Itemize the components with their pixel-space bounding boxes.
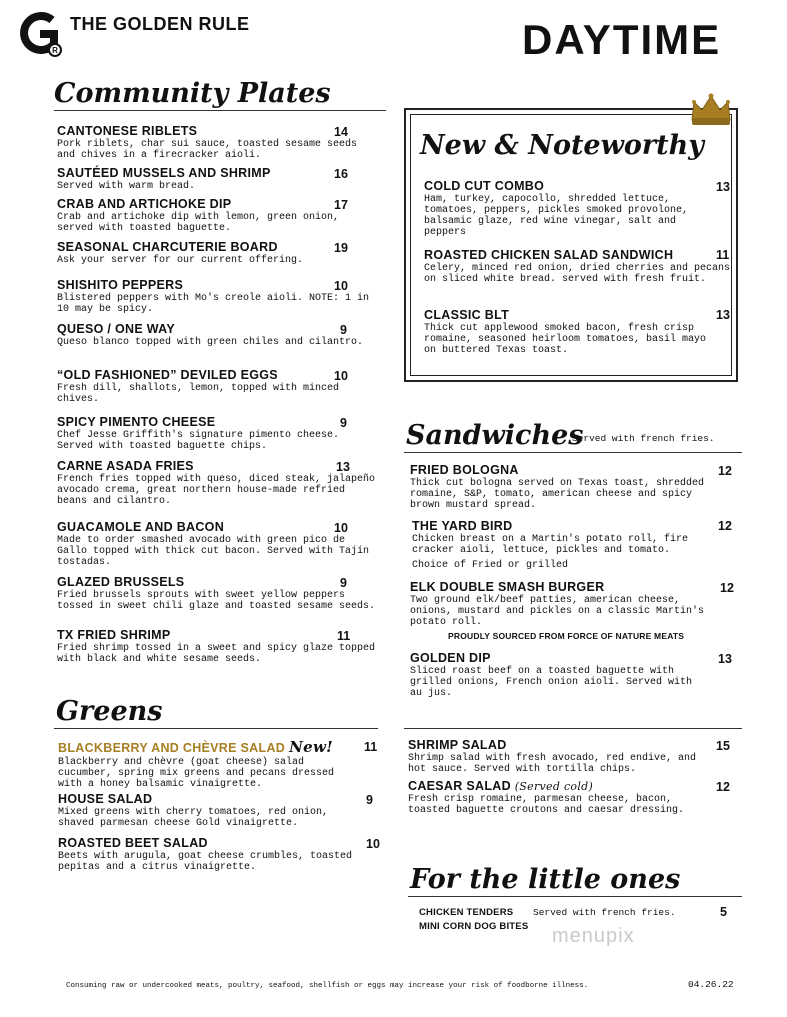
menu-item xyxy=(58,836,358,873)
item-price: 11 xyxy=(337,629,351,643)
item-description: Made to order smashed avocado with green pico de Gallo topped with thick cut bacon. Served with Tajín tostadas. xyxy=(57,535,370,568)
little-ones-title: For the little ones xyxy=(410,864,681,895)
item-name: GLAZED BRUSSELS xyxy=(57,575,185,589)
brand-name: THE GOLDEN RULE xyxy=(70,14,250,34)
item-description: Mixed greens with cherry tomatoes, red onion, shaved parmesan cheese Gold vinaigrette. xyxy=(58,807,329,829)
page-title: DAYTIME xyxy=(522,16,722,63)
menu-item xyxy=(410,651,710,699)
menu-item xyxy=(424,308,724,356)
item-description: Ask your server for our current offering. xyxy=(57,255,304,266)
item-name: GUACAMOLE AND BACON xyxy=(57,520,225,534)
item-name: CRAB AND ARTICHOKE DIP xyxy=(57,197,232,211)
item-price: 9 xyxy=(340,576,347,590)
svg-text:R: R xyxy=(52,46,58,55)
item-price: 15 xyxy=(716,739,730,753)
menu-item xyxy=(424,248,734,285)
new-tag: New! xyxy=(289,738,334,756)
menu-item xyxy=(424,179,714,238)
menu-item xyxy=(408,738,708,775)
item-description: Sliced roast beef on a toasted baguette with grilled onions, French onion aioli. Served with au jus. xyxy=(410,666,693,699)
item-name: TX FRIED SHRIMP xyxy=(57,628,171,642)
item-name: GOLDEN DIP xyxy=(410,651,491,665)
item-name: MINI CORN DOG BITES xyxy=(419,921,529,932)
g-logo-icon xyxy=(18,10,62,58)
item-description: Fried shrimp tossed in a sweet and spicy glaze topped with black and white sesame seeds. xyxy=(57,643,376,665)
menu-item xyxy=(57,166,377,192)
item-price: 9 xyxy=(340,416,347,430)
item-price: 16 xyxy=(334,167,348,181)
watermark: menupix xyxy=(552,925,635,947)
item-description: Blistered peppers with Mo's creole aioli. NOTE: 1 in 10 may be spicy. xyxy=(57,293,370,315)
item-price: 17 xyxy=(334,198,348,212)
item-price: 12 xyxy=(718,464,732,478)
menu-item xyxy=(57,322,377,348)
menu-item xyxy=(57,628,377,665)
item-name: CARNE ASADA FRIES xyxy=(57,459,194,473)
item-price: 13 xyxy=(718,652,732,666)
menu-item xyxy=(57,520,377,568)
item-name: SHISHITO PEPPERS xyxy=(57,278,184,292)
item-description: Crab and artichoke dip with lemon, green onion, served with toasted baguette. xyxy=(57,212,340,234)
item-description: Ham, turkey, capocollo, shredded lettuce, tomatoes, peppers, pickles smoked provolone, balsamic glaze, red wine vinegar, salt and peppers xyxy=(424,194,689,238)
item-extra: Choice of Fried or grilled xyxy=(412,560,569,571)
item-note: Served with french fries. xyxy=(533,907,676,918)
sourced-note: PROUDLY SOURCED FROM FORCE OF NATURE MEATS xyxy=(448,631,685,641)
item-price: 9 xyxy=(366,793,373,807)
item-price: 5 xyxy=(720,905,727,919)
menu-item xyxy=(57,240,377,266)
menu-item xyxy=(410,463,720,511)
item-price: 12 xyxy=(718,519,732,533)
item-name: HOUSE SALAD xyxy=(58,792,153,806)
menu-item xyxy=(410,580,728,641)
menu-item xyxy=(57,124,377,161)
menu-item xyxy=(57,197,377,234)
item-name: ELK DOUBLE SMASH BURGER xyxy=(410,580,605,594)
item-description: Served with warm bread. xyxy=(57,181,196,192)
item-description: Pork riblets, char sui sauce, toasted sesame seeds and chives in a firecracker aioli. xyxy=(57,139,358,161)
menu-item xyxy=(58,792,358,829)
item-description: Chef Jesse Griffith's signature pimento cheese. Served with toasted baguette chips. xyxy=(57,430,340,452)
item-name: ROASTED BEET SALAD xyxy=(58,836,208,850)
item-name: COLD CUT COMBO xyxy=(424,179,545,193)
item-name: “OLD FASHIONED” DEVILED EGGS xyxy=(57,368,278,382)
item-description: Chicken breast on a Martin's potato roll, fire cracker aioli, lettuce, pickles and tomato. xyxy=(412,534,689,556)
section-divider xyxy=(404,452,742,453)
item-name: SPICY PIMENTO CHEESE xyxy=(57,415,216,429)
noteworthy-title: New & Noteworthy xyxy=(420,130,704,161)
crown-icon xyxy=(688,90,734,130)
item-name: BLACKBERRY AND CHÈVRE SALAD xyxy=(58,741,286,755)
footer-disclaimer: Consuming raw or undercooked meats, poultry, seafood, shellfish or eggs may increase your risk of foodborne illness. xyxy=(66,982,589,990)
item-price: 12 xyxy=(720,581,734,595)
item-description: Fried brussels sprouts with sweet yellow peppers tossed in sweet chili glaze and toasted sesame seeds. xyxy=(57,590,376,612)
item-name: SHRIMP SALAD xyxy=(408,738,507,752)
item-price: 13 xyxy=(336,460,350,474)
item-description: Celery, minced red onion, dried cherries and pecans on sliced white bread. served with fresh fruit. xyxy=(424,263,731,285)
item-description: Queso blanco topped with green chiles and cilantro. xyxy=(57,337,364,348)
menu-item xyxy=(57,368,377,405)
item-name: ROASTED CHICKEN SALAD SANDWICH xyxy=(424,248,674,262)
item-price: 9 xyxy=(340,323,347,337)
item-description: Shrimp salad with fresh avocado, red endive, and hot sauce. Served with tortilla chips. xyxy=(408,753,697,775)
item-name: CHICKEN TENDERS xyxy=(419,907,514,918)
section-divider xyxy=(54,110,386,111)
item-description: Fresh crisp romaine, parmesan cheese, bacon, toasted baguette croutons and caesar dressing. xyxy=(408,794,685,816)
item-description: Blackberry and chèvre (goat cheese) salad cucumber, spring mix greens and pecans dressed with a honey balsamic vinaigrette. xyxy=(58,757,335,790)
menu-item xyxy=(58,738,358,790)
footer-date: 04.26.22 xyxy=(688,979,734,990)
menu-item xyxy=(57,415,377,452)
item-price: 10 xyxy=(366,837,380,851)
item-description: Two ground elk/beef patties, american cheese, onions, mustard and pickles on a classic Martin's potato roll. xyxy=(410,595,705,628)
item-name: CAESAR SALAD xyxy=(408,779,511,793)
item-description: Beets with arugula, goat cheese crumbles, toasted pepitas and a citrus vinaigrette. xyxy=(58,851,353,873)
section-divider xyxy=(408,896,742,897)
item-description: Fresh dill, shallots, lemon, topped with minced chives. xyxy=(57,383,340,405)
item-price: 13 xyxy=(716,308,730,322)
item-price: 14 xyxy=(334,125,348,139)
menu-item xyxy=(408,779,718,816)
item-name: CLASSIC BLT xyxy=(424,308,510,322)
sandwiches-title: Sandwiches xyxy=(406,420,584,451)
item-price: 12 xyxy=(716,780,730,794)
item-price: 11 xyxy=(364,740,378,754)
item-name: SAUTÉED MUSSELS AND SHRIMP xyxy=(57,166,271,180)
served-cold-tag: (Served cold) xyxy=(514,780,594,793)
menu-item xyxy=(57,459,377,507)
item-name: QUESO / ONE WAY xyxy=(57,322,175,336)
greens-title: Greens xyxy=(56,696,163,727)
menu-item xyxy=(57,575,377,612)
item-price: 10 xyxy=(334,521,348,535)
item-name: THE YARD BIRD xyxy=(412,519,513,533)
item-description: French fries topped with queso, diced steak, jalapeño avocado crema, great northern house-made refried beans and cilantro. xyxy=(57,474,376,507)
section-divider xyxy=(404,728,742,729)
item-price: 19 xyxy=(334,241,348,255)
item-price: 10 xyxy=(334,369,348,383)
community-plates-title: Community Plates xyxy=(54,78,331,109)
item-price: 10 xyxy=(334,279,348,293)
item-price: 11 xyxy=(716,248,730,262)
item-name: SEASONAL CHARCUTERIE BOARD xyxy=(57,240,278,254)
item-price: 13 xyxy=(716,180,730,194)
item-description: Thick cut applewood smoked bacon, fresh crisp romaine, seasoned heirloom tomatoes, basil mayo on buttered Texas toast. xyxy=(424,323,707,356)
item-description: Thick cut bologna served on Texas toast, shredded romaine, S&P, tomato, american cheese and spicy brown mustard spread. xyxy=(410,478,705,511)
item-name: CANTONESE RIBLETS xyxy=(57,124,198,138)
item-name: FRIED BOLOGNA xyxy=(410,463,519,477)
menu-item xyxy=(57,278,377,315)
sandwiches-note: Served with french fries. xyxy=(572,433,715,444)
section-divider xyxy=(54,728,378,729)
menu-item xyxy=(412,519,722,571)
